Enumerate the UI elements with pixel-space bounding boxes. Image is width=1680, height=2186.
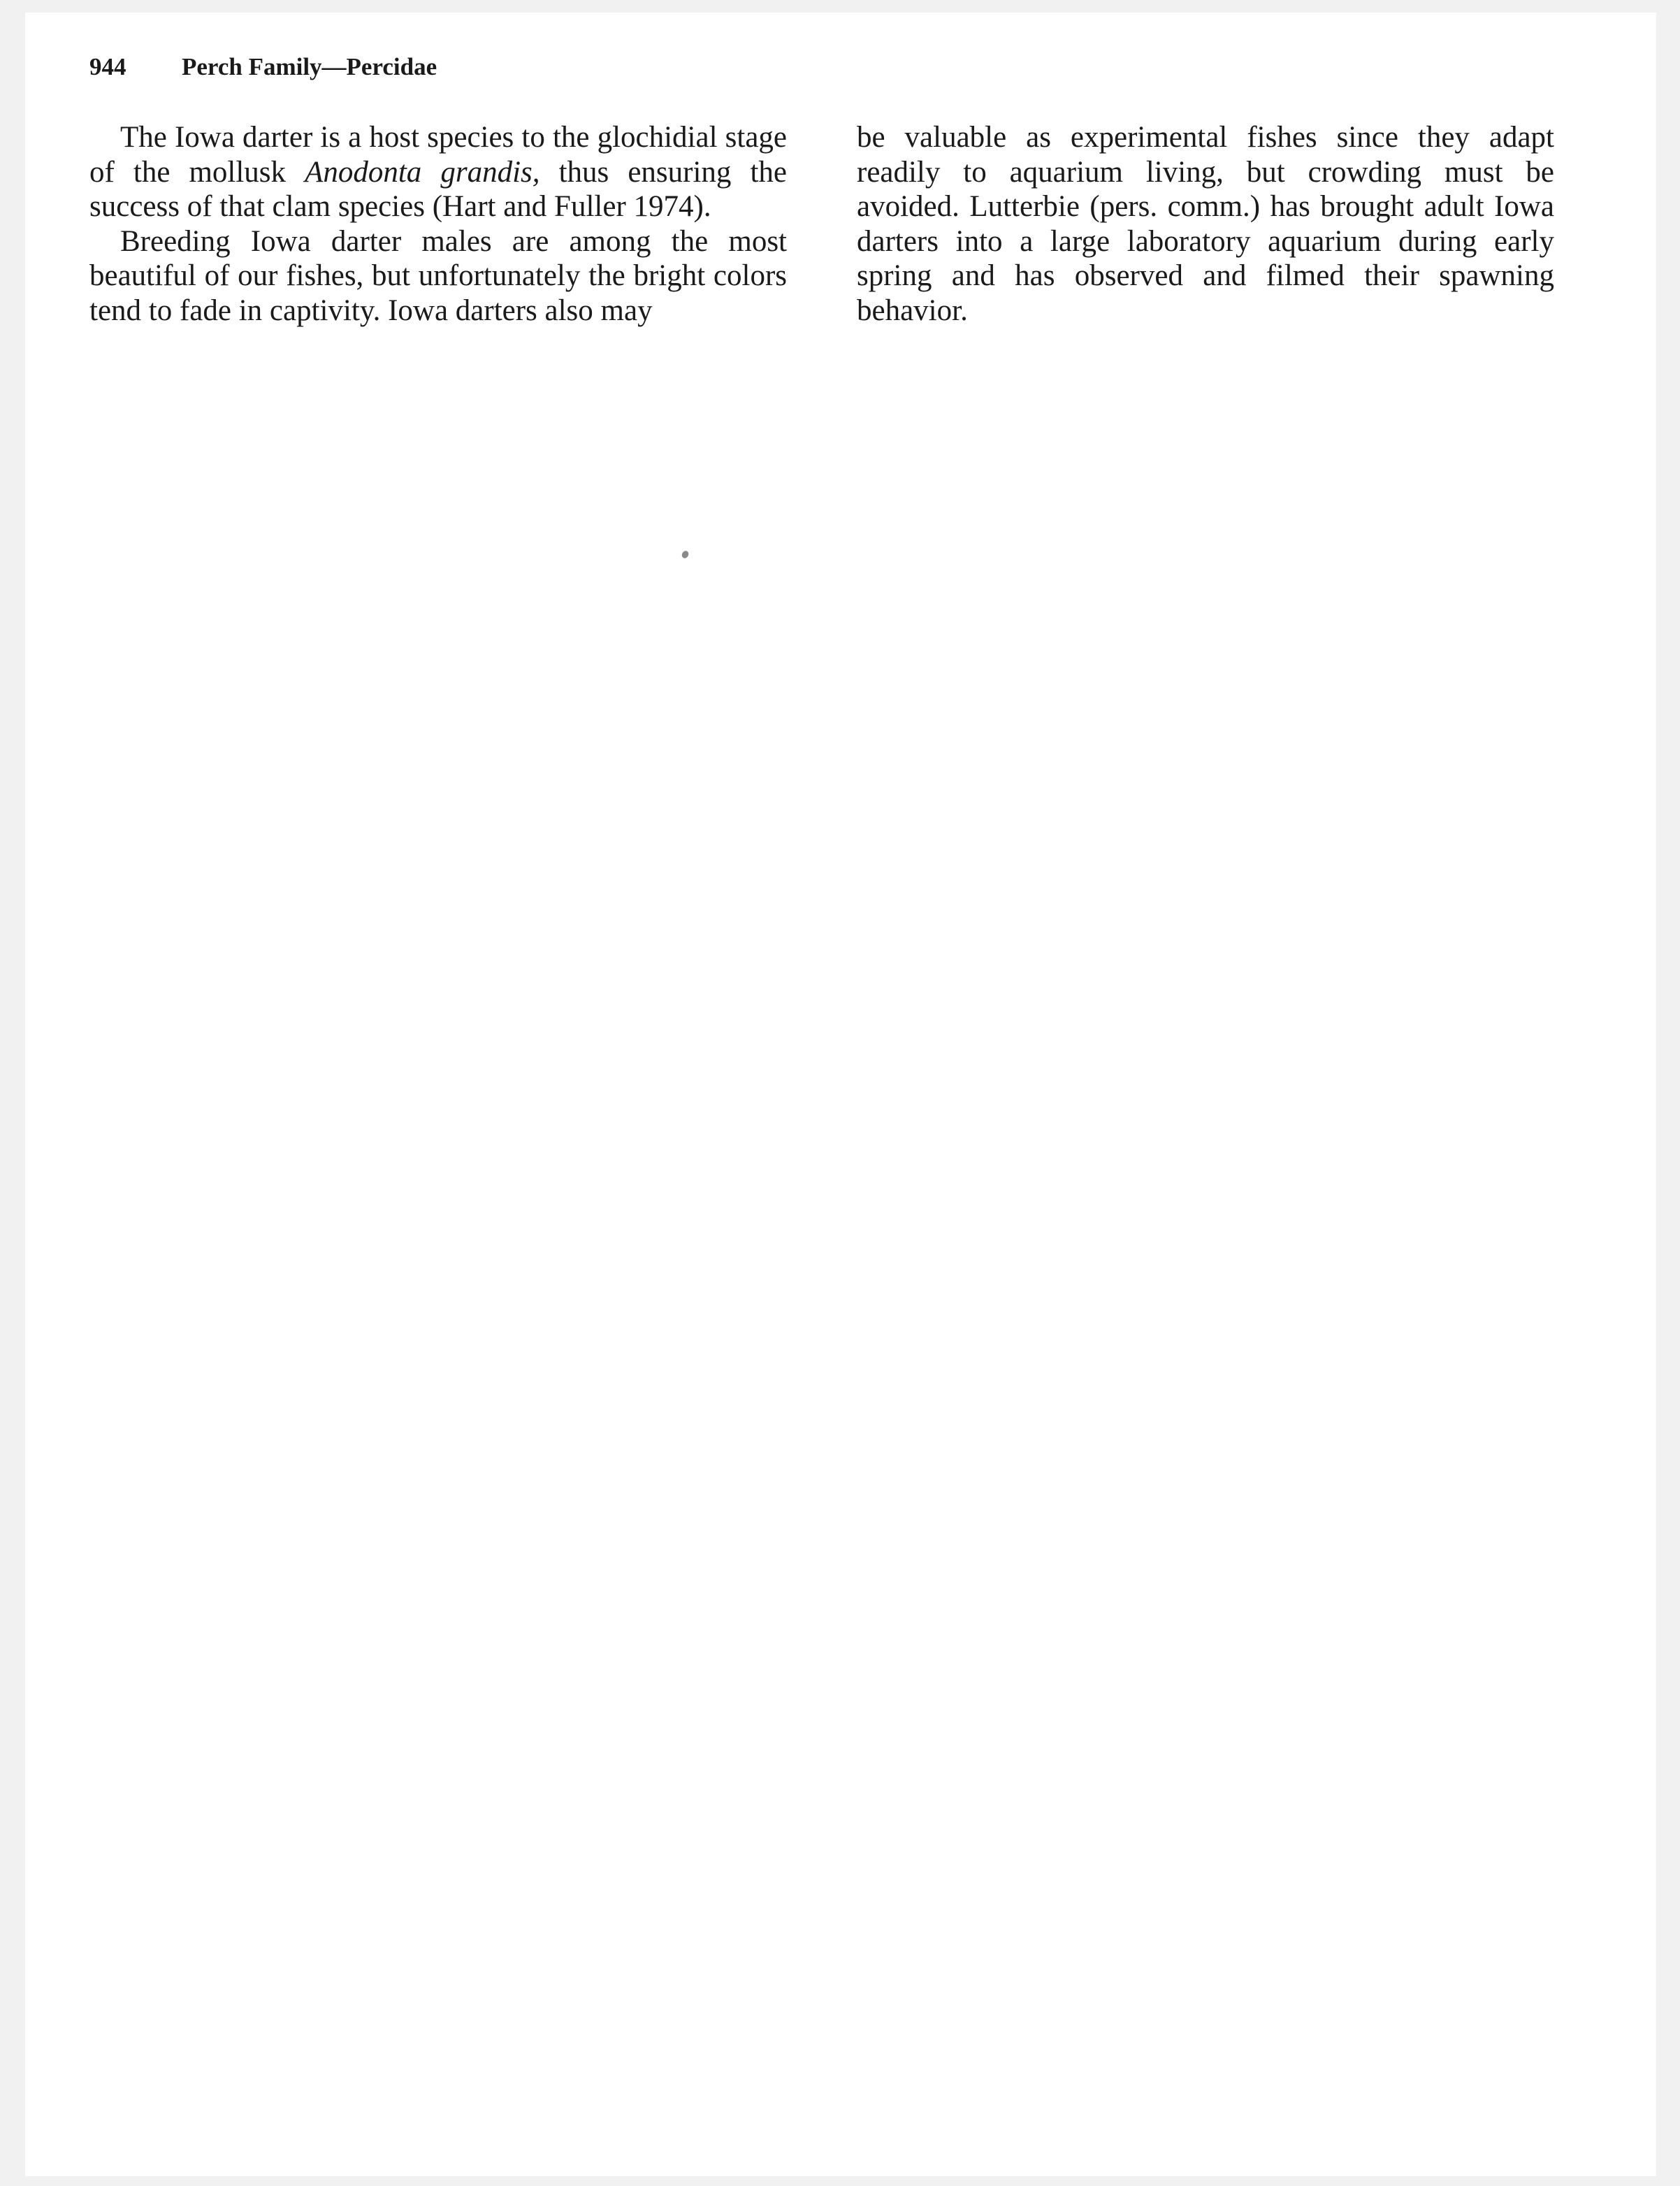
paragraph-text: The Iowa darter is a host species to the glochidial stage of the mollusk [89, 121, 787, 189]
book-page [25, 13, 1656, 2176]
paragraph-continued: be valuable as experimental fishes since they adapt readily to aquarium living, but crowding must be avoided. Lutterbie (pers. comm.) has brought adult Iowa darters into a large laboratory aquarium during early spring and has observed and filmed their spawning behavior. [857, 121, 1554, 327]
text-column-left [89, 120, 787, 328]
page-number: 944 [89, 53, 126, 80]
paragraph-text: thus ensuring the success of that clam species (Hart and Fuller 1974). [89, 155, 787, 224]
species-name: Anodonta grandis, [305, 155, 540, 189]
running-header [89, 53, 437, 81]
text-column-right [857, 120, 1554, 328]
paragraph-host-species [89, 120, 787, 224]
paragraph-breeding-males: Breeding Iowa darter males are among the most beautiful of our fishes, but unfortunately the bright colors tend to fade in captivity. Iowa darters also may [89, 224, 787, 327]
running-title: Perch Family—Percidae [182, 53, 437, 80]
